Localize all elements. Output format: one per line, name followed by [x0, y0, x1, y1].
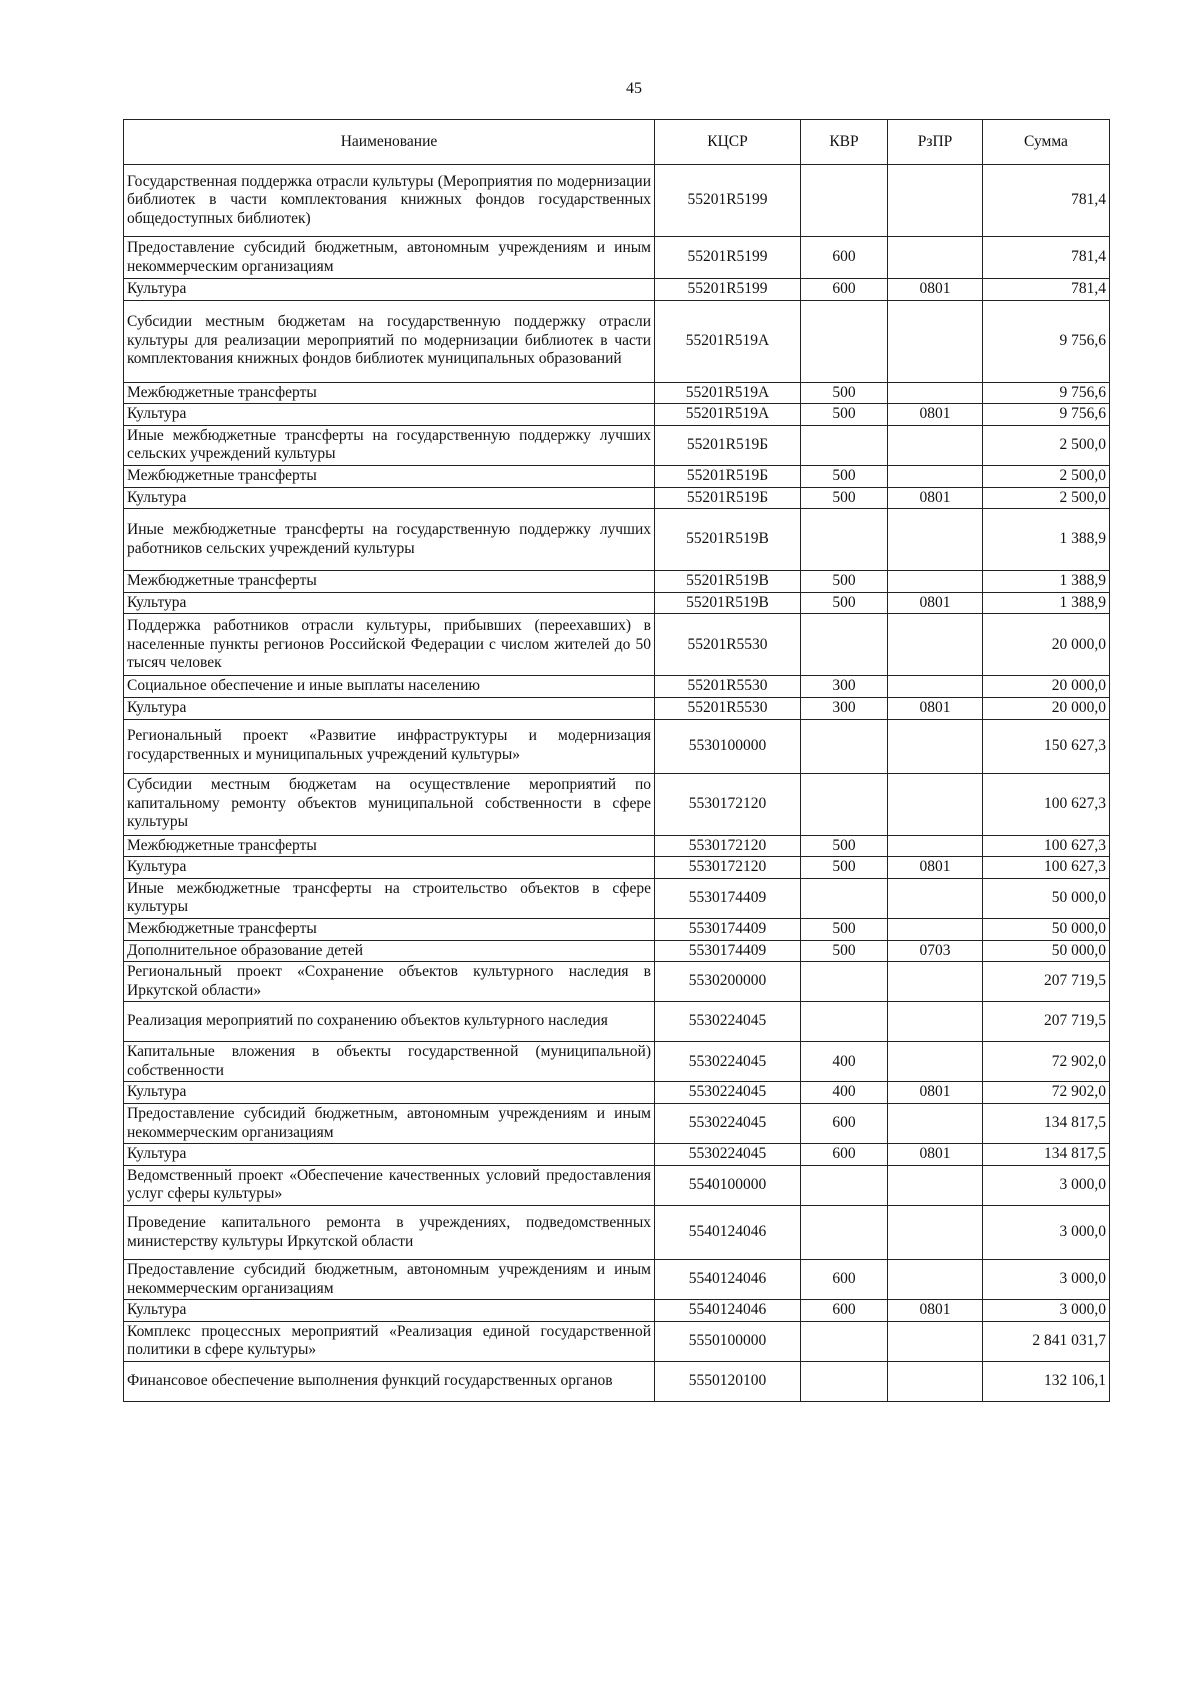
row-kvr-cell: 600 — [801, 1260, 888, 1300]
row-kcsr-cell: 5530174409 — [655, 878, 801, 918]
row-kvr-cell: 300 — [801, 697, 888, 719]
row-sum-cell: 20 000,0 — [983, 697, 1110, 719]
row-kcsr-cell: 5530174409 — [655, 940, 801, 962]
table-row — [124, 918, 1110, 940]
row-kvr-cell — [801, 1362, 888, 1402]
row-kvr-cell: 600 — [801, 1104, 888, 1144]
row-kvr-cell: 500 — [801, 571, 888, 593]
row-kvr-cell: 600 — [801, 237, 888, 279]
row-sum-cell: 9 756,6 — [983, 382, 1110, 404]
row-kcsr-cell: 55201R519В — [655, 509, 801, 571]
row-rzpr-cell: 0801 — [888, 857, 983, 879]
row-sum-cell: 1 388,9 — [983, 571, 1110, 593]
table-row — [124, 592, 1110, 614]
table-row — [124, 1362, 1110, 1402]
row-kvr-cell: 500 — [801, 835, 888, 857]
row-rzpr-cell — [888, 1165, 983, 1205]
row-rzpr-cell — [888, 773, 983, 835]
row-name-cell: Культура — [124, 1144, 655, 1166]
row-kcsr-cell: 55201R519Б — [655, 487, 801, 509]
row-kvr-cell — [801, 1206, 888, 1260]
row-kvr-cell: 500 — [801, 940, 888, 962]
row-kvr-cell: 500 — [801, 465, 888, 487]
table-row — [124, 857, 1110, 879]
row-kvr-cell: 500 — [801, 487, 888, 509]
page-number: 45 — [626, 80, 642, 97]
table-body — [124, 165, 1110, 1402]
table-row — [124, 1300, 1110, 1322]
row-kvr-cell: 600 — [801, 279, 888, 301]
row-name-cell: Проведение капитального ремонта в учреждениях, подведомственных министерству культуры Иркутской области — [124, 1206, 655, 1260]
row-rzpr-cell — [888, 1260, 983, 1300]
table-row — [124, 1165, 1110, 1205]
row-name-cell: Межбюджетные трансферты — [124, 918, 655, 940]
table-row — [124, 940, 1110, 962]
row-sum-cell: 100 627,3 — [983, 857, 1110, 879]
header-rzpr: РзПР — [888, 120, 983, 165]
row-kcsr-cell: 5530224045 — [655, 1002, 801, 1042]
row-name-cell: Комплекс процессных мероприятий «Реализация единой государственной политики в сфере культуры» — [124, 1321, 655, 1361]
row-rzpr-cell — [888, 382, 983, 404]
table-row — [124, 878, 1110, 918]
header-name: Наименование — [124, 120, 655, 165]
row-kvr-cell — [801, 719, 888, 773]
header-kcsr: КЦСР — [655, 120, 801, 165]
row-name-cell: Культура — [124, 487, 655, 509]
row-name-cell: Региональный проект «Развитие инфраструктуры и модернизация государственных и муниципальных учреждений культуры» — [124, 719, 655, 773]
row-kvr-cell: 600 — [801, 1144, 888, 1166]
row-sum-cell: 3 000,0 — [983, 1165, 1110, 1205]
row-sum-cell: 100 627,3 — [983, 773, 1110, 835]
row-sum-cell: 207 719,5 — [983, 1002, 1110, 1042]
table-row — [124, 1321, 1110, 1361]
row-rzpr-cell — [888, 676, 983, 698]
table-row — [124, 1260, 1110, 1300]
table-row — [124, 237, 1110, 279]
row-rzpr-cell — [888, 1104, 983, 1144]
row-name-cell: Поддержка работников отрасли культуры, прибывших (переехавших) в населенные пункты регионов Российской Федерации с числом жителей до 50 тысяч человек — [124, 614, 655, 676]
row-sum-cell: 781,4 — [983, 165, 1110, 237]
row-sum-cell: 3 000,0 — [983, 1206, 1110, 1260]
row-sum-cell: 9 756,6 — [983, 404, 1110, 426]
row-kvr-cell: 500 — [801, 382, 888, 404]
table-row — [124, 1082, 1110, 1104]
row-rzpr-cell: 0801 — [888, 1144, 983, 1166]
row-sum-cell: 2 500,0 — [983, 487, 1110, 509]
row-rzpr-cell — [888, 1206, 983, 1260]
row-kcsr-cell: 5550120100 — [655, 1362, 801, 1402]
row-name-cell: Предоставление субсидий бюджетным, автономным учреждениям и иным некоммерческим организациям — [124, 1104, 655, 1144]
header-kvr: КВР — [801, 120, 888, 165]
row-name-cell: Культура — [124, 857, 655, 879]
row-kvr-cell — [801, 165, 888, 237]
table-row — [124, 1104, 1110, 1144]
row-rzpr-cell — [888, 918, 983, 940]
row-rzpr-cell — [888, 571, 983, 593]
table-row — [124, 1042, 1110, 1082]
row-kvr-cell: 400 — [801, 1082, 888, 1104]
row-rzpr-cell — [888, 719, 983, 773]
row-sum-cell: 1 388,9 — [983, 509, 1110, 571]
row-kvr-cell — [801, 773, 888, 835]
row-rzpr-cell — [888, 835, 983, 857]
row-kvr-cell — [801, 1321, 888, 1361]
row-rzpr-cell — [888, 465, 983, 487]
row-sum-cell: 50 000,0 — [983, 940, 1110, 962]
row-sum-cell: 781,4 — [983, 237, 1110, 279]
row-name-cell: Иные межбюджетные трансферты на строительство объектов в сфере культуры — [124, 878, 655, 918]
row-sum-cell: 72 902,0 — [983, 1082, 1110, 1104]
row-rzpr-cell — [888, 878, 983, 918]
row-kcsr-cell: 55201R519Б — [655, 465, 801, 487]
row-kvr-cell: 500 — [801, 592, 888, 614]
row-kcsr-cell: 5530100000 — [655, 719, 801, 773]
row-name-cell: Субсидии местным бюджетам на осуществление мероприятий по капитальному ремонту объектов муниципальной собственности в сфере культуры — [124, 773, 655, 835]
row-kvr-cell: 300 — [801, 676, 888, 698]
row-sum-cell: 3 000,0 — [983, 1260, 1110, 1300]
row-rzpr-cell — [888, 1321, 983, 1361]
row-kcsr-cell: 5540100000 — [655, 1165, 801, 1205]
row-kvr-cell: 600 — [801, 1300, 888, 1322]
row-rzpr-cell — [888, 614, 983, 676]
row-kcsr-cell: 55201R5199 — [655, 279, 801, 301]
table-row — [124, 773, 1110, 835]
row-kvr-cell — [801, 425, 888, 465]
row-sum-cell: 72 902,0 — [983, 1042, 1110, 1082]
row-rzpr-cell: 0801 — [888, 1300, 983, 1322]
row-rzpr-cell — [888, 300, 983, 382]
row-kcsr-cell: 5530224045 — [655, 1082, 801, 1104]
budget-table — [123, 119, 1110, 1402]
row-sum-cell: 207 719,5 — [983, 962, 1110, 1002]
row-name-cell: Межбюджетные трансферты — [124, 835, 655, 857]
row-name-cell: Финансовое обеспечение выполнения функций государственных органов — [124, 1362, 655, 1402]
table-row — [124, 487, 1110, 509]
row-sum-cell: 20 000,0 — [983, 614, 1110, 676]
row-kcsr-cell: 5530224045 — [655, 1042, 801, 1082]
row-rzpr-cell: 0801 — [888, 1082, 983, 1104]
table-row — [124, 676, 1110, 698]
row-sum-cell: 2 500,0 — [983, 465, 1110, 487]
row-kcsr-cell: 55201R519А — [655, 300, 801, 382]
row-rzpr-cell — [888, 1042, 983, 1082]
row-rzpr-cell — [888, 425, 983, 465]
row-sum-cell: 2 500,0 — [983, 425, 1110, 465]
row-sum-cell: 134 817,5 — [983, 1144, 1110, 1166]
table-row — [124, 165, 1110, 237]
row-name-cell: Культура — [124, 592, 655, 614]
row-rzpr-cell — [888, 1002, 983, 1042]
row-name-cell: Культура — [124, 1300, 655, 1322]
row-name-cell: Реализация мероприятий по сохранению объектов культурного наследия — [124, 1002, 655, 1042]
row-kcsr-cell: 5540124046 — [655, 1206, 801, 1260]
row-kcsr-cell: 5540124046 — [655, 1260, 801, 1300]
row-rzpr-cell: 0801 — [888, 487, 983, 509]
row-kcsr-cell: 55201R5530 — [655, 676, 801, 698]
row-kcsr-cell: 55201R5199 — [655, 165, 801, 237]
row-sum-cell: 134 817,5 — [983, 1104, 1110, 1144]
row-rzpr-cell — [888, 165, 983, 237]
row-kcsr-cell: 5540124046 — [655, 1300, 801, 1322]
row-name-cell: Предоставление субсидий бюджетным, автономным учреждениям и иным некоммерческим организациям — [124, 237, 655, 279]
row-kcsr-cell: 55201R5530 — [655, 614, 801, 676]
row-name-cell: Культура — [124, 279, 655, 301]
table-row — [124, 465, 1110, 487]
row-kcsr-cell: 55201R519А — [655, 382, 801, 404]
row-rzpr-cell — [888, 1362, 983, 1402]
row-name-cell: Субсидии местным бюджетам на государственную поддержку отрасли культуры для реализации мероприятий по модернизации библиотек в части комплектования книжных фондов библиотек муниципальных образований — [124, 300, 655, 382]
row-name-cell: Государственная поддержка отрасли культуры (Мероприятия по модернизации библиотек в части комплектования книжных фондов государственных общедоступных библиотек) — [124, 165, 655, 237]
table-row — [124, 509, 1110, 571]
row-sum-cell: 1 388,9 — [983, 592, 1110, 614]
row-sum-cell: 20 000,0 — [983, 676, 1110, 698]
row-kcsr-cell: 5530224045 — [655, 1144, 801, 1166]
row-rzpr-cell — [888, 237, 983, 279]
table-row — [124, 1002, 1110, 1042]
row-kvr-cell — [801, 1002, 888, 1042]
row-rzpr-cell — [888, 509, 983, 571]
row-kvr-cell: 500 — [801, 857, 888, 879]
row-rzpr-cell: 0801 — [888, 592, 983, 614]
row-name-cell: Межбюджетные трансферты — [124, 382, 655, 404]
row-sum-cell: 50 000,0 — [983, 878, 1110, 918]
row-name-cell: Межбюджетные трансферты — [124, 465, 655, 487]
table-row — [124, 279, 1110, 301]
table-row — [124, 425, 1110, 465]
table-row — [124, 300, 1110, 382]
row-name-cell: Предоставление субсидий бюджетным, автономным учреждениям и иным некоммерческим организациям — [124, 1260, 655, 1300]
table-row — [124, 404, 1110, 426]
table-header-row — [124, 120, 1110, 165]
row-kcsr-cell: 5530172120 — [655, 773, 801, 835]
row-name-cell: Региональный проект «Сохранение объектов культурного наследия в Иркутской области» — [124, 962, 655, 1002]
row-name-cell: Иные межбюджетные трансферты на государственную поддержку лучших сельских учреждений культуры — [124, 425, 655, 465]
table-row — [124, 571, 1110, 593]
row-kvr-cell: 400 — [801, 1042, 888, 1082]
row-name-cell: Культура — [124, 1082, 655, 1104]
table-row — [124, 1206, 1110, 1260]
row-kcsr-cell: 55201R5530 — [655, 697, 801, 719]
row-sum-cell: 9 756,6 — [983, 300, 1110, 382]
header-sum: Сумма — [983, 120, 1110, 165]
row-sum-cell: 50 000,0 — [983, 918, 1110, 940]
table-row — [124, 835, 1110, 857]
row-kvr-cell: 500 — [801, 404, 888, 426]
row-sum-cell: 132 106,1 — [983, 1362, 1110, 1402]
row-kvr-cell — [801, 614, 888, 676]
row-kcsr-cell: 5530174409 — [655, 918, 801, 940]
row-sum-cell: 781,4 — [983, 279, 1110, 301]
row-sum-cell: 150 627,3 — [983, 719, 1110, 773]
row-sum-cell: 2 841 031,7 — [983, 1321, 1110, 1361]
table-row — [124, 1144, 1110, 1166]
table-row — [124, 614, 1110, 676]
row-kcsr-cell: 55201R519В — [655, 571, 801, 593]
row-kcsr-cell: 5530172120 — [655, 835, 801, 857]
row-name-cell: Иные межбюджетные трансферты на государственную поддержку лучших работников сельских учреждений культуры — [124, 509, 655, 571]
table-row — [124, 962, 1110, 1002]
row-rzpr-cell: 0801 — [888, 279, 983, 301]
row-kcsr-cell: 55201R5199 — [655, 237, 801, 279]
row-name-cell: Культура — [124, 404, 655, 426]
row-name-cell: Культура — [124, 697, 655, 719]
row-kvr-cell — [801, 509, 888, 571]
row-name-cell: Социальное обеспечение и иные выплаты населению — [124, 676, 655, 698]
row-rzpr-cell: 0703 — [888, 940, 983, 962]
row-kvr-cell — [801, 962, 888, 1002]
row-name-cell: Межбюджетные трансферты — [124, 571, 655, 593]
table-row — [124, 719, 1110, 773]
table-row — [124, 697, 1110, 719]
row-kvr-cell — [801, 300, 888, 382]
row-name-cell: Дополнительное образование детей — [124, 940, 655, 962]
row-kcsr-cell: 55201R519В — [655, 592, 801, 614]
table-row — [124, 382, 1110, 404]
row-name-cell: Ведомственный проект «Обеспечение качественных условий предоставления услуг сферы культуры» — [124, 1165, 655, 1205]
row-kcsr-cell: 55201R519А — [655, 404, 801, 426]
row-rzpr-cell: 0801 — [888, 697, 983, 719]
row-kcsr-cell: 5530224045 — [655, 1104, 801, 1144]
row-kvr-cell — [801, 1165, 888, 1205]
row-kcsr-cell: 5550100000 — [655, 1321, 801, 1361]
row-sum-cell: 100 627,3 — [983, 835, 1110, 857]
row-kvr-cell: 500 — [801, 918, 888, 940]
row-rzpr-cell: 0801 — [888, 404, 983, 426]
row-name-cell: Капитальные вложения в объекты государственной (муниципальной) собственности — [124, 1042, 655, 1082]
row-kcsr-cell: 5530200000 — [655, 962, 801, 1002]
row-sum-cell: 3 000,0 — [983, 1300, 1110, 1322]
row-kcsr-cell: 5530172120 — [655, 857, 801, 879]
row-rzpr-cell — [888, 962, 983, 1002]
row-kcsr-cell: 55201R519Б — [655, 425, 801, 465]
row-kvr-cell — [801, 878, 888, 918]
